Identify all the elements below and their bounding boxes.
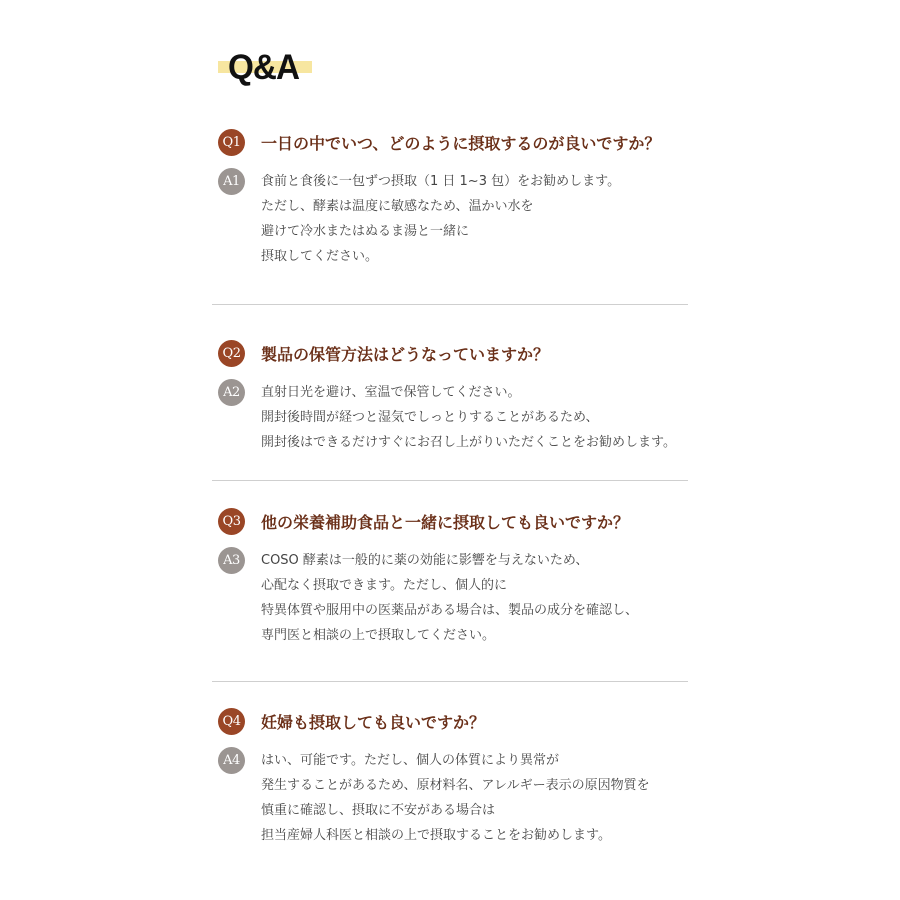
answer-row: [218, 380, 698, 455]
answer-line: はい、可能です。ただし、個人の体質により異常が: [261, 753, 559, 768]
question-row: [218, 707, 698, 735]
answer-line: 専門医と相談の上で摂取してください。: [261, 628, 496, 643]
answer-line: 開封後はできるだけすぐにお召し上がりいただくことをお勧めします。: [261, 435, 676, 450]
divider: [212, 681, 688, 682]
answer-line: 心配なく摂取できます。ただし、個人的に: [261, 578, 507, 593]
question-row: [218, 339, 698, 367]
answer-row: [218, 548, 698, 648]
divider: [212, 480, 688, 481]
question-badge: Q1: [218, 129, 245, 156]
question-badge: Q4: [218, 708, 245, 735]
question-badge: Q2: [218, 340, 245, 367]
question-row: [218, 128, 698, 156]
answer-badge: A3: [218, 547, 245, 574]
answer-badge: A1: [218, 168, 245, 195]
answer-row: [218, 748, 698, 848]
question-text: 妊婦も摂取しても良いですか？: [261, 712, 486, 732]
answer-row: [218, 169, 698, 269]
question-text: 一日の中でいつ、どのように摂取するのが良いですか？: [261, 133, 661, 153]
qa-item-4: [218, 707, 698, 848]
answer-line: 発生することがあるため、原材料名、アレルギー表示の原因物質を: [261, 778, 650, 793]
question-row: [218, 507, 698, 535]
answer-badge: A2: [218, 379, 245, 406]
answer-line: 直射日光を避け、室温で保管してください。: [261, 385, 521, 400]
answer-text: [261, 380, 676, 455]
question-text: 製品の保管方法はどうなっていますか？: [261, 344, 550, 364]
divider: [212, 304, 688, 305]
answer-line: 避けて冷水またはぬるま湯と一緒に: [261, 224, 470, 239]
qa-item-3: [218, 507, 698, 648]
answer-line: 開封後時間が経つと湿気でしっとりすることがあるため、: [261, 410, 599, 425]
answer-text: [261, 748, 650, 848]
page-title: Q&A: [228, 48, 300, 87]
qa-item-1: [218, 128, 698, 269]
answer-line: 慎重に確認し、摂取に不安がある場合は: [261, 803, 496, 818]
answer-text: [261, 548, 638, 648]
answer-line: COSO 酵素は一般的に薬の効能に影響を与えないため、: [261, 553, 589, 568]
qa-item-2: [218, 339, 698, 455]
answer-badge: A4: [218, 747, 245, 774]
answer-line: 担当産婦人科医と相談の上で摂取することをお勧めします。: [261, 828, 611, 843]
question-badge: Q3: [218, 508, 245, 535]
answer-line: 特異体質や服用中の医薬品がある場合は、製品の成分を確認し、: [261, 603, 639, 618]
answer-line: 食前と食後に一包ずつ摂取（1 日 1~3 包）をお勧めします。: [261, 174, 621, 189]
qa-title-block: [218, 48, 318, 88]
answer-text: [261, 169, 620, 269]
question-text: 他の栄養補助食品と一緒に摂取しても良いですか？: [261, 512, 630, 532]
answer-line: 摂取してください。: [261, 249, 379, 264]
answer-line: ただし、酵素は温度に敏感なため、温かい水を: [261, 199, 534, 214]
